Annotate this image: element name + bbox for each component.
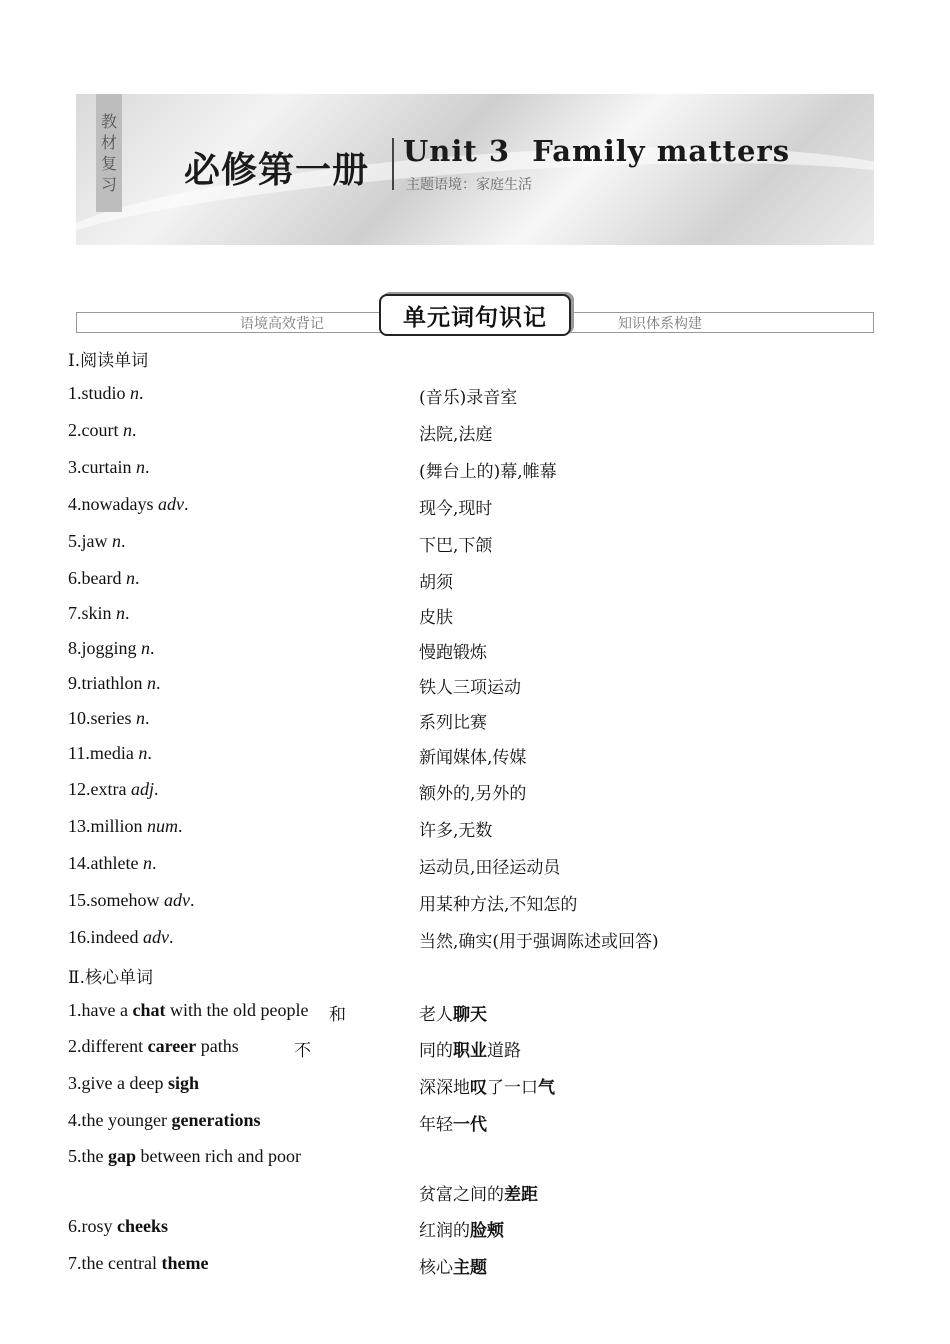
vocab-row: [68, 673, 888, 699]
side-tag-char: 习: [100, 175, 117, 194]
core-row: [68, 1216, 888, 1242]
vocab-meaning: 新闻媒体,传媒: [419, 748, 527, 768]
vocab-row: [68, 494, 888, 520]
vocab-word: 14.athlete n.: [68, 853, 157, 873]
side-tag: [96, 94, 122, 212]
vocab-row: [68, 531, 888, 557]
vocab-meaning: 用某种方法,不知怎的: [419, 895, 578, 915]
vocab-row: [68, 638, 888, 664]
book-title: 必修第一册: [184, 150, 370, 191]
vocab-word: 10.series n.: [68, 708, 150, 728]
vocab-word: 8.jogging n.: [68, 638, 155, 658]
vocab-row: [68, 603, 888, 629]
core-phrase: 6.rosy cheeks: [68, 1216, 168, 1236]
vocab-row: [68, 853, 888, 879]
part2-heading: [68, 963, 153, 988]
vocab-meaning: 法院,法庭: [419, 425, 493, 445]
vocab-row: [68, 568, 888, 594]
part1-heading: [68, 346, 148, 371]
vocab-meaning: 运动员,田径运动员: [419, 858, 561, 878]
part2-roman: Ⅱ: [68, 968, 80, 988]
vocab-word: 7.skin n.: [68, 603, 130, 623]
core-row: [68, 1036, 888, 1062]
vocab-word: 2.court n.: [68, 420, 137, 440]
vocab-meaning: 现今,现时: [419, 499, 493, 519]
core-meaning: 核心主题: [419, 1258, 487, 1278]
vocab-row: [68, 743, 888, 769]
vocab-meaning: 皮肤: [419, 608, 453, 628]
unit-title: Unit 3 Family matters: [403, 134, 791, 168]
vocab-word: 13.million num.: [68, 816, 183, 836]
theme-context: 主题语境：家庭生活: [406, 177, 532, 193]
vocab-meaning: 慢跑锻炼: [419, 643, 487, 663]
vocab-word: 16.indeed adv.: [68, 927, 174, 947]
vocab-row: [68, 708, 888, 734]
core-meaning: 同的职业道路: [419, 1041, 521, 1061]
section-right-note: 知识体系构建: [618, 316, 702, 332]
section-left-note: 语境高效背记: [240, 316, 324, 332]
vocab-meaning: 系列比赛: [419, 713, 487, 733]
vocab-word: 6.beard n.: [68, 568, 140, 588]
vocab-word: 11.media n.: [68, 743, 152, 763]
section-title: 单元词句识记: [379, 294, 571, 336]
side-tag-char: 复: [100, 154, 117, 173]
vocab-meaning: 许多,无数: [419, 821, 493, 841]
part2-title: .核心单词: [79, 968, 153, 988]
stray-char: 不: [294, 1041, 311, 1061]
vocab-meaning: 下巴,下颌: [419, 536, 493, 556]
part1-title: .阅读单词: [74, 351, 149, 371]
core-phrase: 2.different career paths: [68, 1036, 239, 1056]
vocab-word: 9.triathlon n.: [68, 673, 161, 693]
banner-divider: [392, 138, 394, 190]
vocab-meaning: 铁人三项运动: [419, 678, 521, 698]
core-row: [68, 1000, 888, 1026]
core-meaning: 年轻一代: [419, 1115, 487, 1135]
vocab-row: [68, 816, 888, 842]
vocab-word: 5.jaw n.: [68, 531, 126, 551]
vocab-word: 3.curtain n.: [68, 457, 150, 477]
vocab-row: [68, 890, 888, 916]
vocab-word: 12.extra adj.: [68, 779, 159, 799]
core-row: [68, 1253, 888, 1279]
vocab-meaning: (音乐)录音室: [419, 388, 518, 408]
stray-char: 和: [329, 1005, 346, 1025]
side-tag-char: 材: [100, 133, 117, 152]
vocab-row: [68, 457, 888, 483]
core-meaning: 老人聊天: [419, 1005, 487, 1025]
core-row: [68, 1073, 888, 1099]
core-meaning: 贫富之间的差距: [419, 1185, 538, 1205]
vocab-meaning: (舞台上的)幕,帷幕: [419, 462, 557, 482]
core-phrase: 7.the central theme: [68, 1253, 209, 1273]
core-row: [68, 1110, 888, 1136]
vocab-row: [68, 779, 888, 805]
unit-banner: [76, 94, 874, 245]
vocab-meaning: 额外的,另外的: [419, 784, 527, 804]
core-phrase: 4.the younger generations: [68, 1110, 261, 1130]
core-meaning: 红润的脸颊: [419, 1221, 504, 1241]
core-phrase: 1.have a chat with the old people: [68, 1000, 309, 1020]
vocab-word: 15.somehow adv.: [68, 890, 195, 910]
vocab-meaning: 胡须: [419, 573, 453, 593]
vocab-row: [68, 383, 888, 409]
core-row: [68, 1146, 888, 1205]
core-meaning: 深深地叹了一口气: [419, 1078, 555, 1098]
core-phrase: 3.give a deep sigh: [68, 1073, 199, 1093]
side-tag-char: 教: [100, 112, 117, 131]
vocab-row: [68, 927, 888, 953]
vocab-meaning: 当然,确实(用于强调陈述或回答): [419, 932, 659, 952]
vocab-row: [68, 420, 888, 446]
vocab-word: 4.nowadays adv.: [68, 494, 189, 514]
part1-roman: Ⅰ: [68, 351, 75, 371]
vocab-word: 1.studio n.: [68, 383, 144, 403]
core-phrase: 5.the gap between rich and poor: [68, 1146, 301, 1166]
